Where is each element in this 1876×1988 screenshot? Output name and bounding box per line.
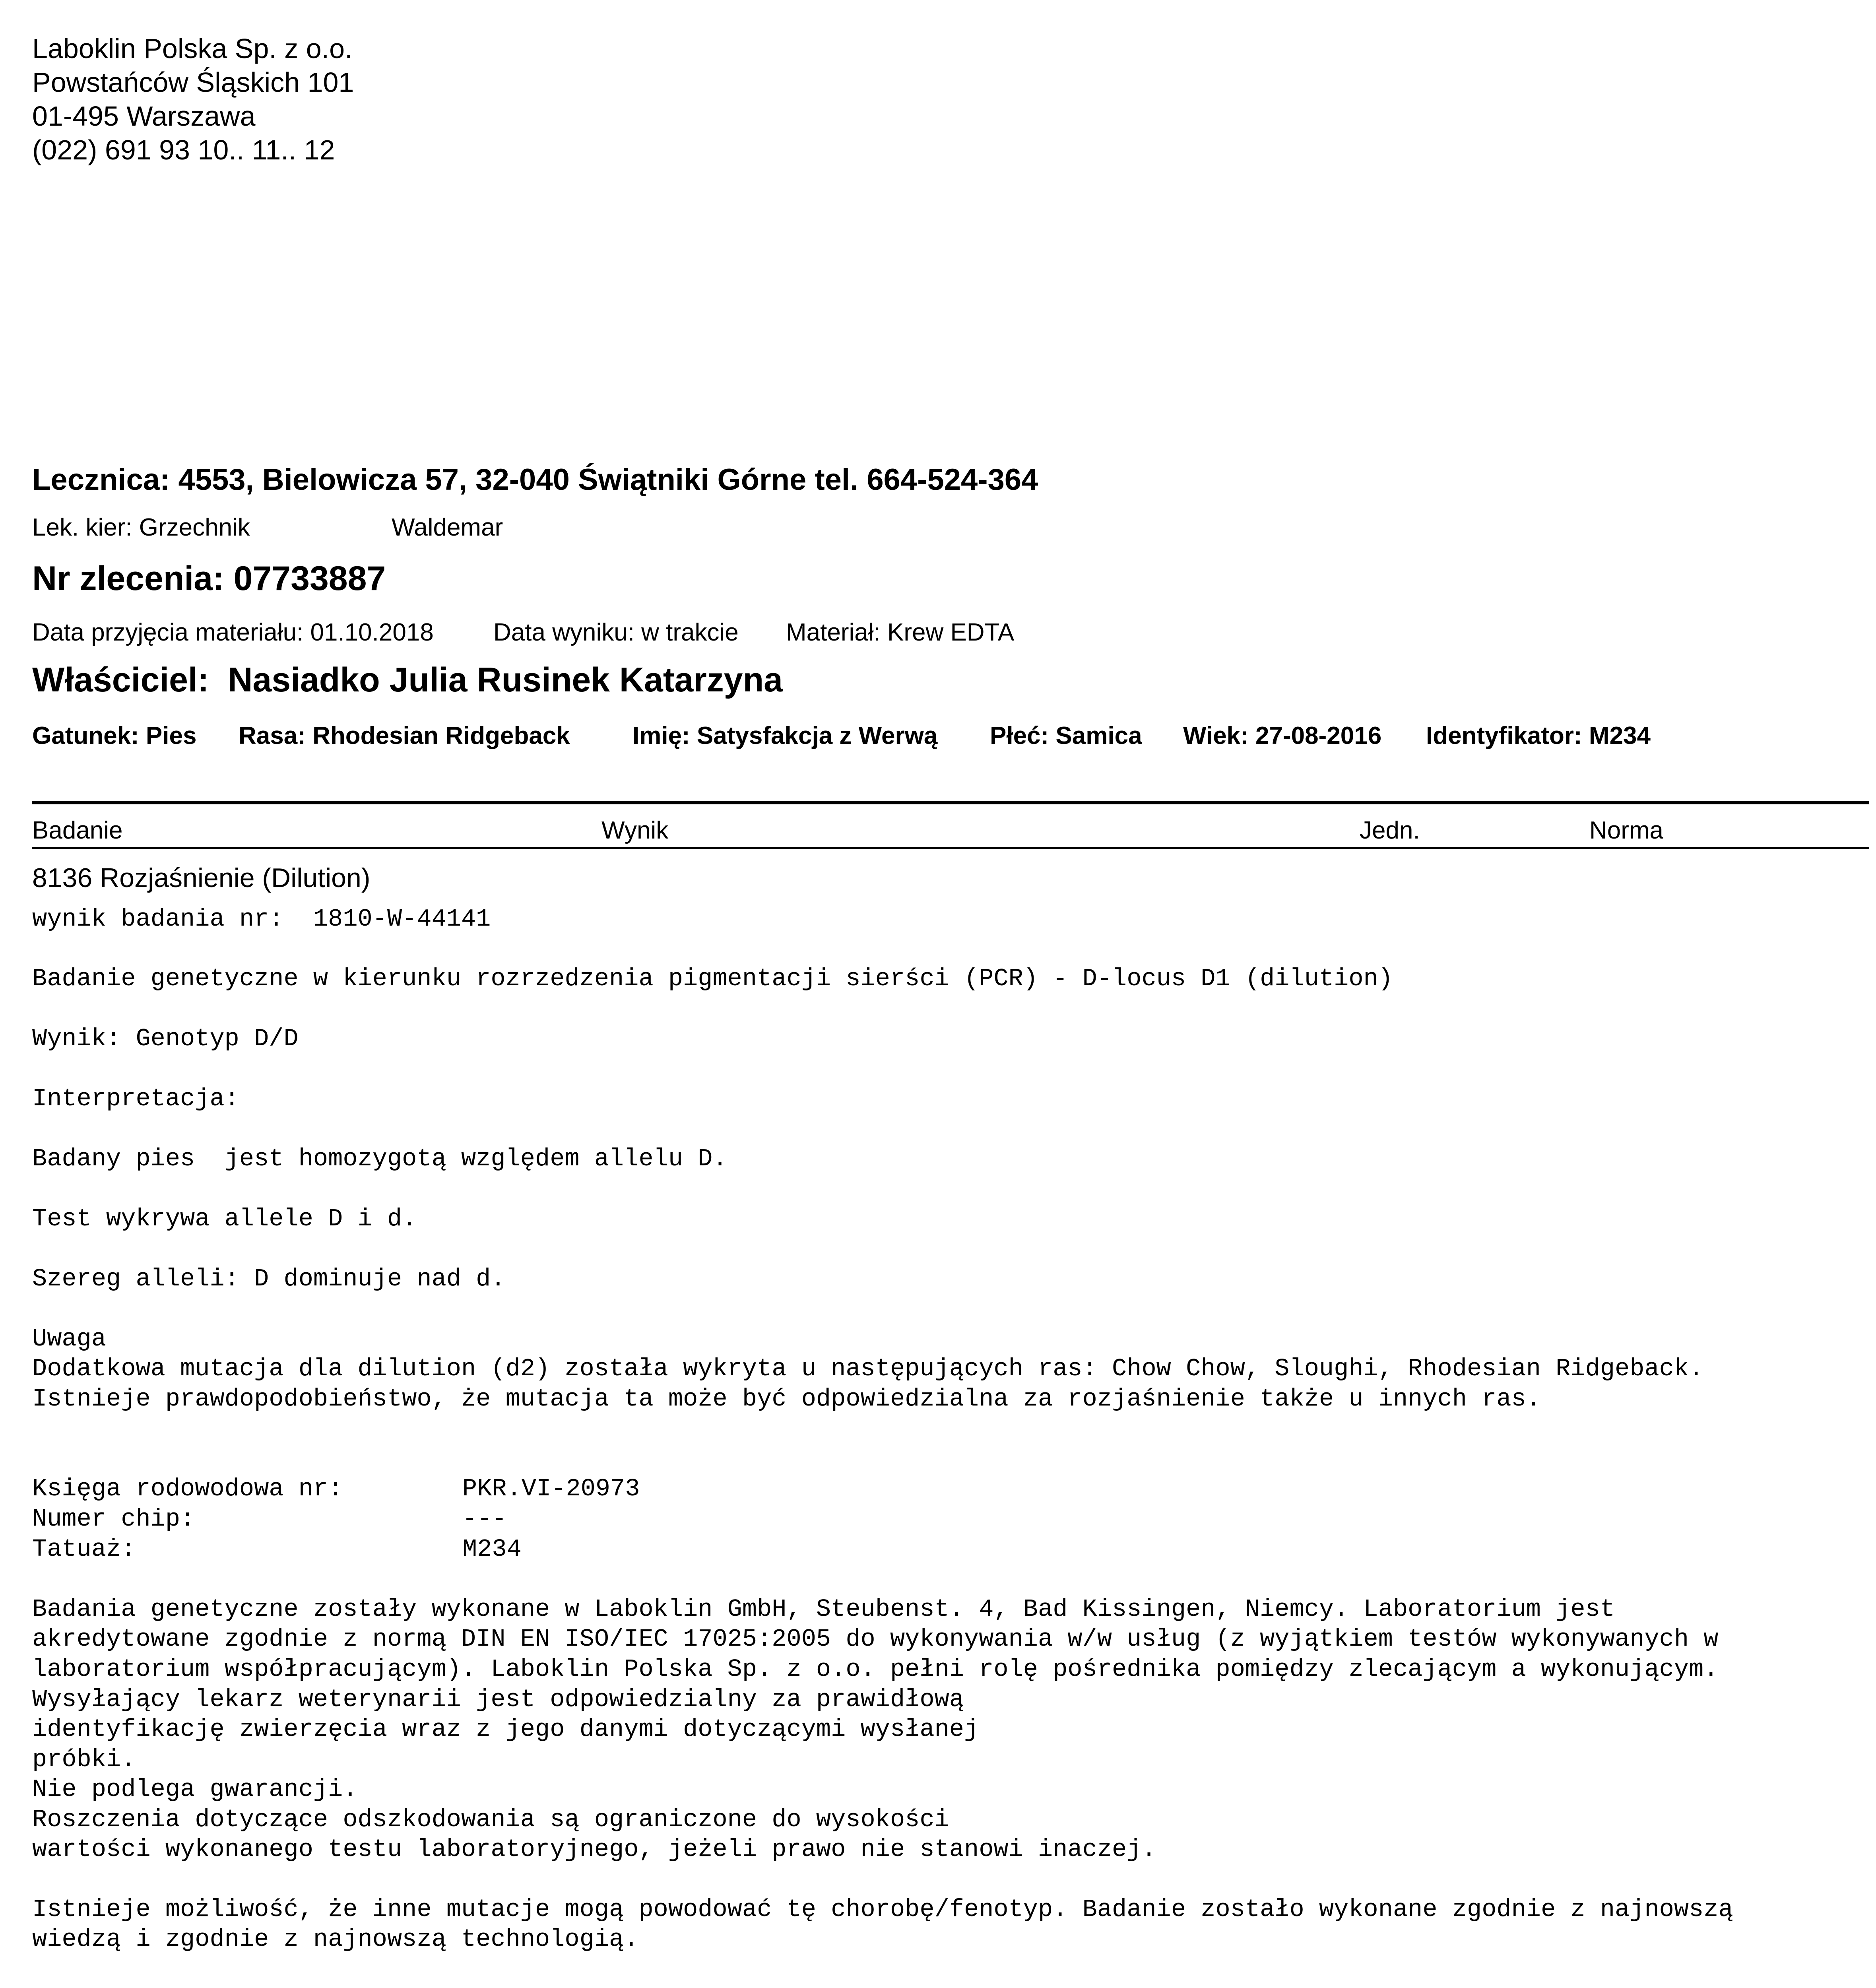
test-line: Uwaga bbox=[32, 1325, 107, 1353]
test-line: Interpretacja: bbox=[32, 1085, 239, 1113]
disclaimer-line: identyfikację zwierzęcia wraz z jego danymi dotyczącymi wysłanej bbox=[32, 1715, 979, 1743]
test-line: Szereg alleli: D dominuje nad d. bbox=[32, 1265, 506, 1293]
registry-label: Numer chip: bbox=[32, 1505, 195, 1533]
disclaimer-line: wartości wykonanego testu laboratoryjnego, jeżeli prawo nie stanowi inaczej. bbox=[32, 1835, 1156, 1864]
animal-identifier: Identyfikator: M234 bbox=[1426, 722, 1651, 749]
vet-label: Lek. kier: Grzechnik bbox=[32, 514, 250, 541]
disclaimer-line: laboratorium współpracującym). Laboklin Polska Sp. z o.o. pełni rolę pośrednika pomiędzy zlecającym a wykonującym. bbox=[32, 1655, 1719, 1683]
final-note-line: wiedzą i zgodnie z najnowszą technologią. bbox=[32, 1925, 639, 1953]
disclaimer-line: próbki. bbox=[32, 1745, 136, 1774]
received-date: Data przyjęcia materiału: 01.10.2018 bbox=[32, 619, 434, 646]
animal-age: Wiek: 27-08-2016 bbox=[1183, 722, 1382, 749]
clinic-line: Lecznica: 4553, Bielowicza 57, 32-040 Świątniki Górne tel. 664-524-364 bbox=[32, 463, 1038, 497]
disclaimer-line: Badania genetyczne zostały wykonane w Laboklin GmbH, Steubenst. 4, Bad Kissingen, Niemcy. Laboratorium jest bbox=[32, 1595, 1615, 1623]
vet-first-name: Waldemar bbox=[392, 514, 503, 541]
disclaimer-line: Wysyłający lekarz weterynarii jest odpowiedzialny za prawidłową bbox=[32, 1685, 964, 1714]
test-line: Badany pies jest homozygotą względem allelu D. bbox=[32, 1145, 728, 1173]
header-norm: Norma bbox=[1589, 817, 1664, 844]
table-top-rule bbox=[32, 801, 1869, 804]
test-line: Test wykrywa allele D i d. bbox=[32, 1205, 417, 1233]
registry-value: M234 bbox=[462, 1535, 522, 1563]
header-unit: Jedn. bbox=[1360, 817, 1420, 844]
table-header-rule bbox=[32, 847, 1869, 849]
test-line: Istnieje prawdopodobieństwo, że mutacja ta może być odpowiedzialna za rozjaśnienie także u innych ras. bbox=[32, 1385, 1541, 1413]
test-title: 8136 Rozjaśnienie (Dilution) bbox=[32, 863, 371, 893]
header-result: Wynik bbox=[601, 817, 669, 844]
disclaimer-line: Roszczenia dotyczące odszkodowania są ograniczone do wysokości bbox=[32, 1806, 949, 1834]
disclaimer-line: Nie podlega gwarancji. bbox=[32, 1775, 358, 1804]
material: Materiał: Krew EDTA bbox=[786, 619, 1015, 646]
registry-label: Księga rodowodowa nr: bbox=[32, 1475, 343, 1503]
disclaimer-line: akredytowane zgodnie z normą DIN EN ISO/IEC 17025:2005 do wykonywania w/w usług (z wyjątkiem testów wykonywanych w bbox=[32, 1625, 1719, 1653]
test-line: wynik badania nr: 1810-W-44141 bbox=[32, 905, 491, 933]
animal-sex: Płeć: Samica bbox=[990, 722, 1142, 749]
lab-phone: (022) 691 93 10.. 11.. 12 bbox=[32, 134, 335, 165]
lab-street: Powstańców Śląskich 101 bbox=[32, 67, 354, 98]
result-date: Data wyniku: w trakcie bbox=[493, 619, 739, 646]
order-number: Nr zlecenia: 07733887 bbox=[32, 559, 386, 598]
test-line: Badanie genetyczne w kierunku rozrzedzenia pigmentacji sierści (PCR) - D-locus D1 (dilution) bbox=[32, 965, 1393, 993]
registry-value: --- bbox=[462, 1505, 507, 1533]
final-note-line: Istnieje możliwość, że inne mutacje mogą powodować tę chorobę/fenotyp. Badanie zostało wykonane zgodnie z najnowszą bbox=[32, 1895, 1733, 1924]
owner-line: Właściciel: Nasiadko Julia Rusinek Katarzyna bbox=[32, 661, 783, 699]
test-line: Dodatkowa mutacja dla dilution (d2) została wykryta u następujących ras: Chow Chow, Sloughi, Rhodesian Ridgeback. bbox=[32, 1355, 1704, 1383]
animal-species: Gatunek: Pies bbox=[32, 722, 197, 749]
animal-breed: Rasa: Rhodesian Ridgeback bbox=[239, 722, 570, 749]
registry-value: PKR.VI-20973 bbox=[462, 1475, 640, 1503]
lab-city: 01-495 Warszawa bbox=[32, 101, 256, 132]
header-test: Badanie bbox=[32, 817, 123, 844]
registry-label: Tatuaż: bbox=[32, 1535, 136, 1563]
lab-name: Laboklin Polska Sp. z o.o. bbox=[32, 33, 353, 64]
animal-name: Imię: Satysfakcja z Werwą bbox=[632, 722, 938, 749]
test-line: Wynik: Genotyp D/D bbox=[32, 1025, 299, 1053]
